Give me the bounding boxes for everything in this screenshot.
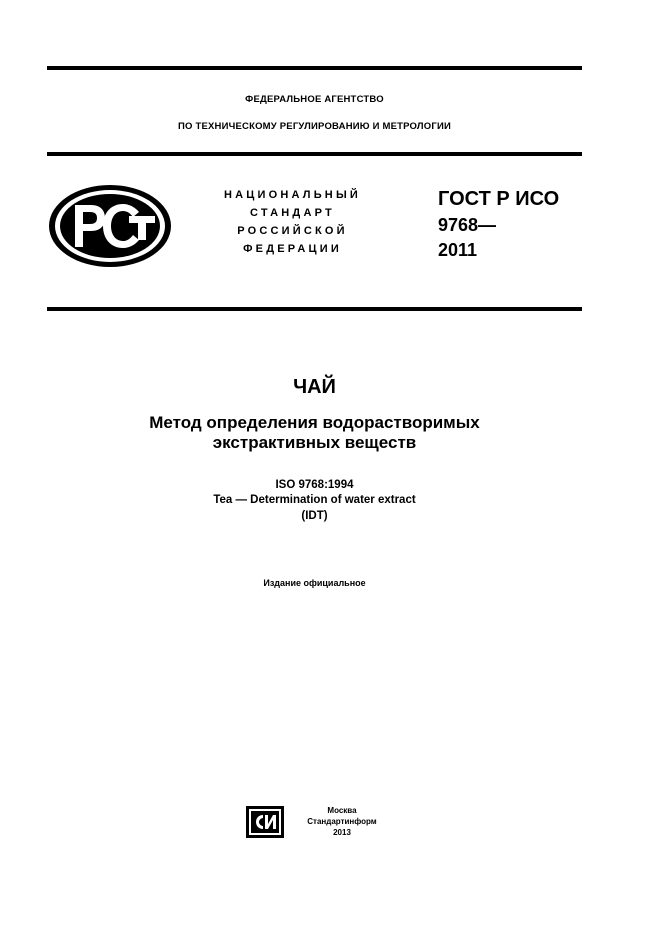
gost-line-2: 9768— [438,215,497,235]
title-sub-line-2: экстрактивных веществ [212,433,417,452]
gost-line-3: 2011 [438,240,478,260]
gost-line-1: ГОСТ Р ИСО [438,188,560,210]
header-rule [47,152,582,156]
national-line-3: РОССИЙСКОЙ [237,225,348,237]
publisher-name: Стандартинформ [307,817,377,826]
iso-code: ISO 9768:1994 [275,479,354,491]
top-rule [47,66,582,70]
rst-logo-icon [47,183,173,269]
agency-line-2: ПО ТЕХНИЧЕСКОМУ РЕГУЛИРОВАНИЮ И МЕТРОЛОГИИ [178,121,451,132]
bottom-header-rule [47,307,582,311]
national-line-4: ФЕДЕРАЦИИ [243,243,342,255]
title-sub-line-1: Метод определения водорастворимых [149,413,480,432]
national-line-2: СТАНДАРТ [250,207,335,219]
national-line-1: НАЦИОНАЛЬНЫЙ [223,189,362,201]
rst-logo [47,183,173,269]
title-main: ЧАЙ [293,376,336,398]
publisher-logo-icon [246,806,284,838]
agency-line-1: ФЕДЕРАЛЬНОЕ АГЕНТСТВО [245,94,384,105]
publisher-logo [246,806,284,838]
iso-english-title: Tea — Determination of water extract [213,494,416,506]
publisher-city: Москва [327,806,357,815]
publisher-year: 2013 [333,828,351,837]
iso-identity: (IDT) [301,510,328,522]
edition-label: Издание официальное [263,578,366,588]
